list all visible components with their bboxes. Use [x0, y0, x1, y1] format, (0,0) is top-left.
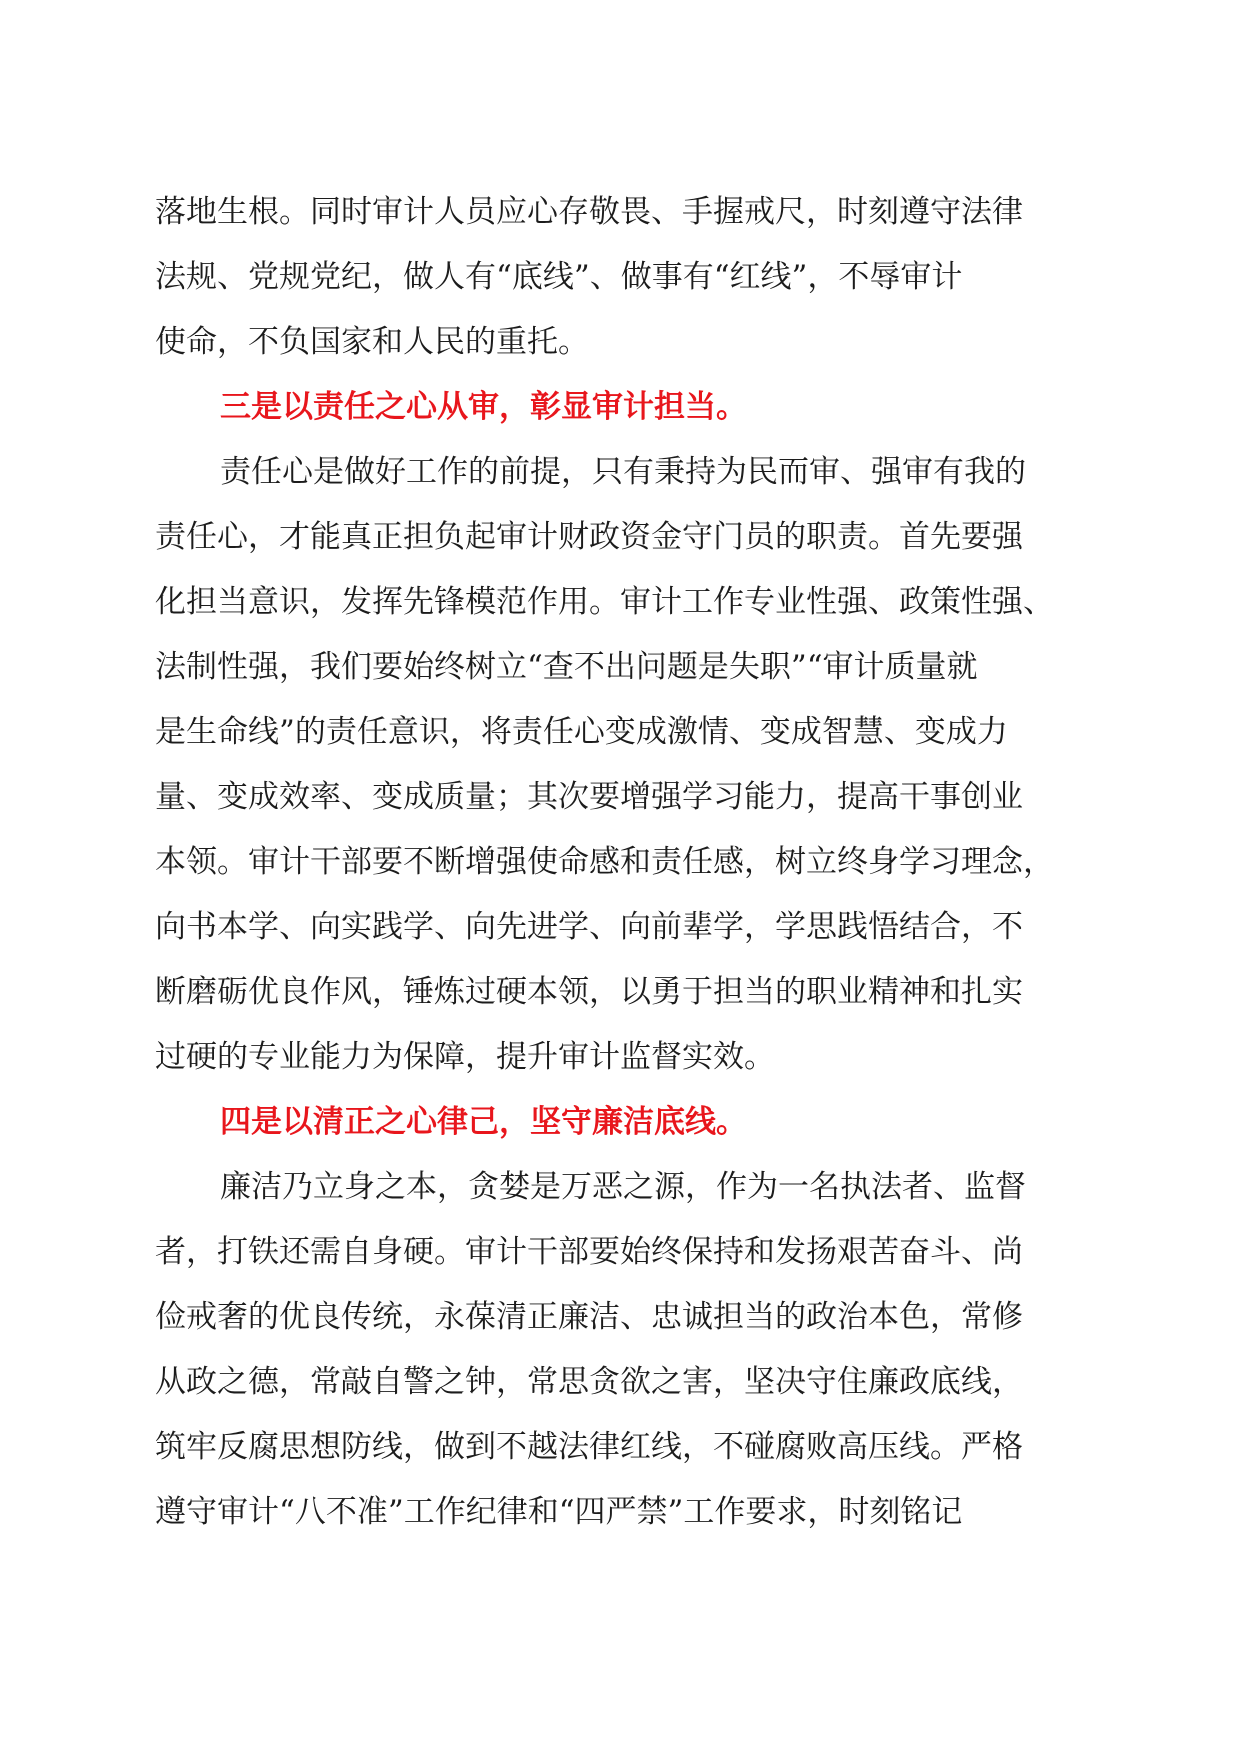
paragraph-line: 本领。审计干部要不断增强使命感和责任感，树立终身学习理念， — [155, 844, 1054, 880]
paragraph-line: 法规、党规党纪，做人有“底线”、做事有“红线”，不辱审计 — [155, 259, 963, 295]
paragraph-line: 廉洁乃立身之本，贪婪是万恶之源，作为一名执法者、监督 — [220, 1169, 1026, 1205]
paragraph-line: 向书本学、向实践学、向先进学、向前辈学，学思践悟结合，不 — [155, 909, 1023, 945]
section-heading-3: 三是以责任之心从审，彰显审计担当。 — [220, 389, 747, 425]
paragraph-line: 化担当意识，发挥先锋模范作用。审计工作专业性强、政策性强、 — [155, 584, 1054, 620]
paragraph-line: 责任心，才能真正担负起审计财政资金守门员的职责。首先要强 — [155, 519, 1023, 555]
paragraph-line: 筑牢反腐思想防线，做到不越法律红线，不碰腐败高压线。严格 — [155, 1429, 1023, 1465]
paragraph-line: 从政之德，常敲自警之钟，常思贪欲之害，坚决守住廉政底线， — [155, 1364, 1023, 1400]
paragraph-line: 遵守审计“八不准”工作纪律和“四严禁”工作要求，时刻铭记 — [155, 1494, 963, 1530]
paragraph-line: 是生命线”的责任意识，将责任心变成激情、变成智慧、变成力 — [155, 714, 1008, 750]
paragraph-line: 者，打铁还需自身硬。审计干部要始终保持和发扬艰苦奋斗、尚 — [155, 1234, 1023, 1270]
paragraph-line: 使命，不负国家和人民的重托。 — [155, 324, 589, 360]
paragraph-line: 过硬的专业能力为保障，提升审计监督实效。 — [155, 1039, 775, 1075]
paragraph-line: 俭戒奢的优良传统，永葆清正廉洁、忠诚担当的政治本色，常修 — [155, 1299, 1023, 1335]
paragraph-line: 断磨砺优良作风，锤炼过硬本领，以勇于担当的职业精神和扎实 — [155, 974, 1023, 1010]
paragraph-line: 量、变成效率、变成质量；其次要增强学习能力，提高干事创业 — [155, 779, 1023, 815]
paragraph-line: 法制性强，我们要始终树立“查不出问题是失职”“审计质量就 — [155, 649, 978, 685]
paragraph-line: 落地生根。同时审计人员应心存敬畏、手握戒尺，时刻遵守法律 — [155, 194, 1023, 230]
paragraph-line: 责任心是做好工作的前提，只有秉持为民而审、强审有我的 — [220, 454, 1026, 490]
section-heading-4: 四是以清正之心律己，坚守廉洁底线。 — [220, 1104, 747, 1140]
